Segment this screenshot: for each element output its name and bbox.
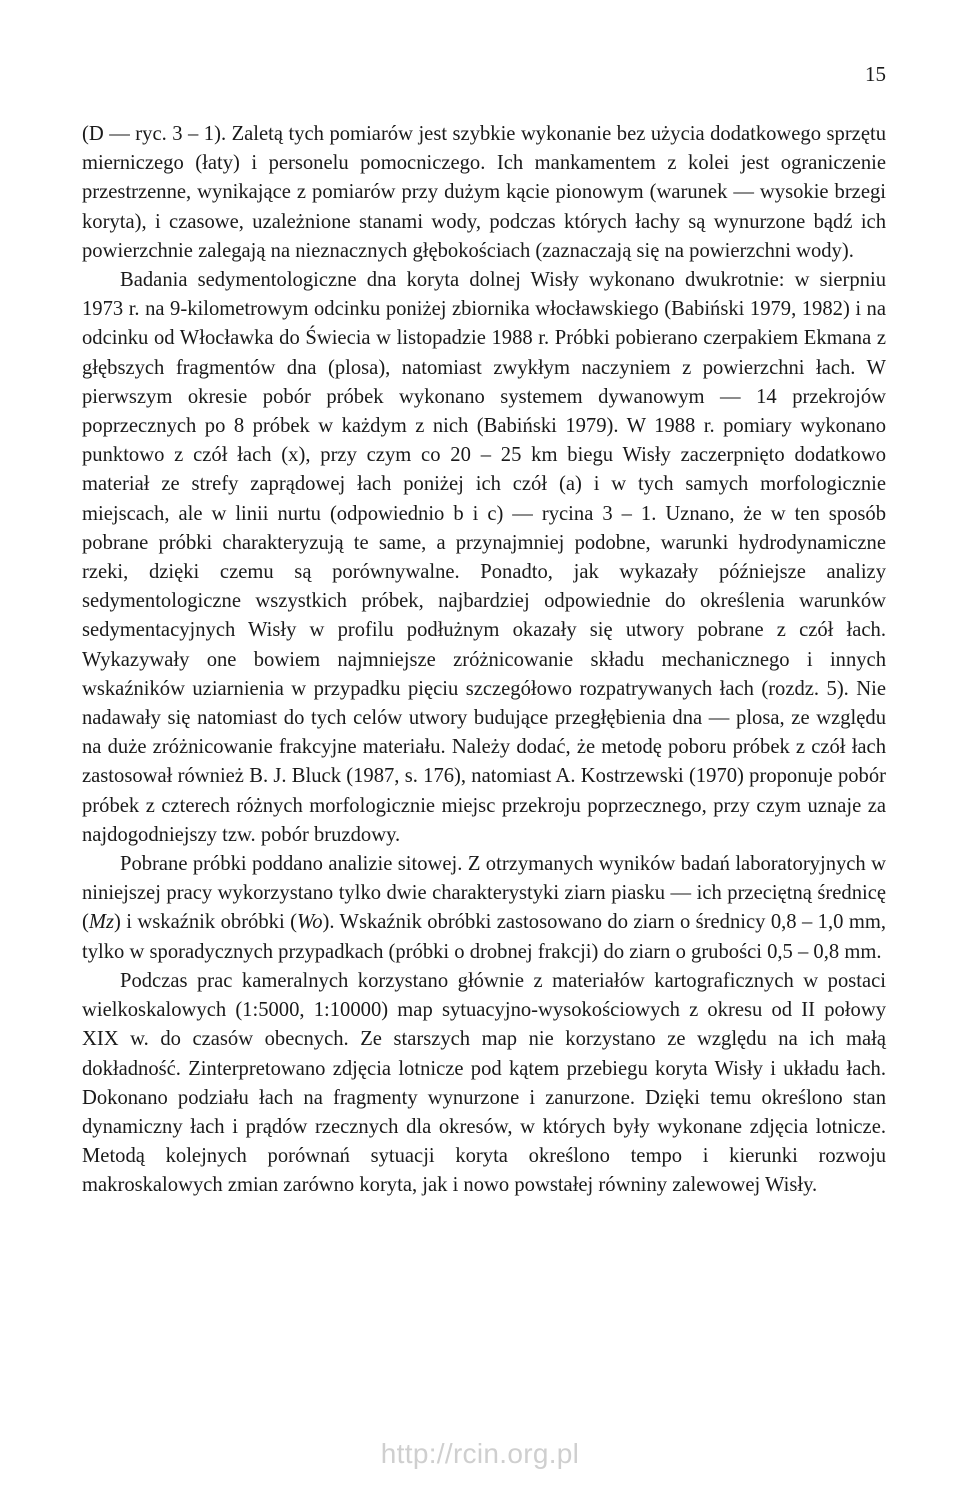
wo-symbol: Wo bbox=[296, 911, 323, 934]
paragraph-3 bbox=[82, 850, 886, 967]
paragraph-3-part-3: ). Wskaźnik obróbki zastosowano do ziarn o średnicy 0,8 – 1,0 mm, tylko w sporadycznych przypadkach (próbki o drobnej frakcji) do ziarn o grubości 0,5 – 0,8 mm. bbox=[82, 911, 887, 963]
paragraph-4: Podczas prac kameralnych korzystano głównie z materiałów kartograficznych w postaci wielkoskalowych (1:5000, 1:10000) map sytuacyjno-wysokościowych z okresu od II połowy XIX w. do czasów obecnych. Ze starszych map nie korzystano ze względu na ich małą dokładność. Zinterpretowano zdjęcia lotnicze pod kątem przebiegu koryta Wisły i układu łach. Dokonano podziału łach na fragmenty wynurzone i zanurzone. Dzięki temu określono stan dynamiczny łach i prądów rzecznych dla okresów, w których były wykonane zdjęcia lotnicze. Metodą kolejnych porównań sytuacji koryta określono tempo i kierunki rozwoju makroskalowych zmian zarówno koryta, jak i nowo powstałej równiny zalewowej Wisły. bbox=[82, 969, 886, 1197]
paragraph-1: (D — ryc. 3 – 1). Zaletą tych pomiarów jest szybkie wykonanie bez użycia dodatkowego sprzętu mierniczego (łaty) i personelu pomocniczego. Ich mankamentem z kolei jest ograniczenie przestrzenne, wynikające z pomiarów przy dużym kącie pionowym (warunek — wysokie brzegi koryta), i czasowe, uzależnione stanami wody, podczas których łachy są wynurzone bądź ich powierzchnie zalegają na nieznacznych głębokościach (zaznaczają się na powierzchni wody). bbox=[82, 123, 886, 262]
mz-symbol: Mz bbox=[88, 911, 115, 934]
watermark[interactable]: http://rcin.org.pl bbox=[380, 1438, 580, 1469]
body-text bbox=[82, 120, 886, 1201]
paragraph-3-part-2: ) i wskaźnik obróbki ( bbox=[114, 911, 297, 934]
page-number: 15 bbox=[865, 62, 886, 86]
paragraph-2: Badania sedymentologiczne dna koryta dolnej Wisły wykonano dwukrotnie: w sierpniu 1973 r. na 9-kilometrowym odcinku poniżej zbiornika włocławskiego (Babiński 1979, 1982) i na odcinku od Włocławka do Świecia w listopadzie 1988 r. Próbki pobierano czerpakiem Ekmana z głębszych fragmentów dna (plosa), natomiast zwykłym naczyniem z powierzchni łach. W pierwszym okresie pobór próbek wykonano systemem dywanowym — 14 przekrojów poprzecznych po 8 próbek w każdym z nich (Babiński 1979). W 1988 r. pomiary wykonano punktowo z czół łach (x), przy czym co 20 – 25 km biegu Wisły zaczerpnięto dodatkowo materiał ze strefy zaprądowej łach poniżej ich czół (a) i w tych samych morfologicznie miejscach, ale w linii nurtu (odpowiednio b i c) — rycina 3 – 1. Uznano, że w ten sposób pobrane próbki charakteryzują te same, a przynajmniej podobne, warunki hydrodynamiczne rzeki, dzięki czemu są porównywalne. Ponadto, jak wykazały późniejsze analizy sedymentologiczne wszystkich próbek, najbardziej odpowiednie do określenia warunków sedymentacyjnych Wisły w profilu podłużnym okazały się utwory pobrane z czół łach. Wykazywały one bowiem najmniejsze zróżnicowanie składu mechanicznego i innych wskaźników uziarnienia w przypadku pięciu szczegółowo rozpatrywanych łach (rozdz. 5). Nie nadawały się natomiast do tych celów utwory budujące przegłębienia dna — plosa, ze względu na duże zróżnicowanie frakcyjne materiału. Należy dodać, że metodę poboru próbek z czół łach zastosował również B. J. Bluck (1987, s. 176), natomiast A. Kostrzewski (1970) proponuje pobór próbek z czterech różnych morfologicznie miejsc przekroju poprzecznego, przy czym uznaje za najdogodniejszy tzw. pobór bruzdowy. bbox=[82, 269, 886, 846]
paragraph-3-part-1: Pobrane próbki poddano analizie sitowej. Z otrzymanych wyników badań laboratoryjnych w niniejszej pracy wykorzystano tylko dwie charakterystyki ziarn piasku — ich przeciętną średnicę ( bbox=[82, 853, 886, 934]
